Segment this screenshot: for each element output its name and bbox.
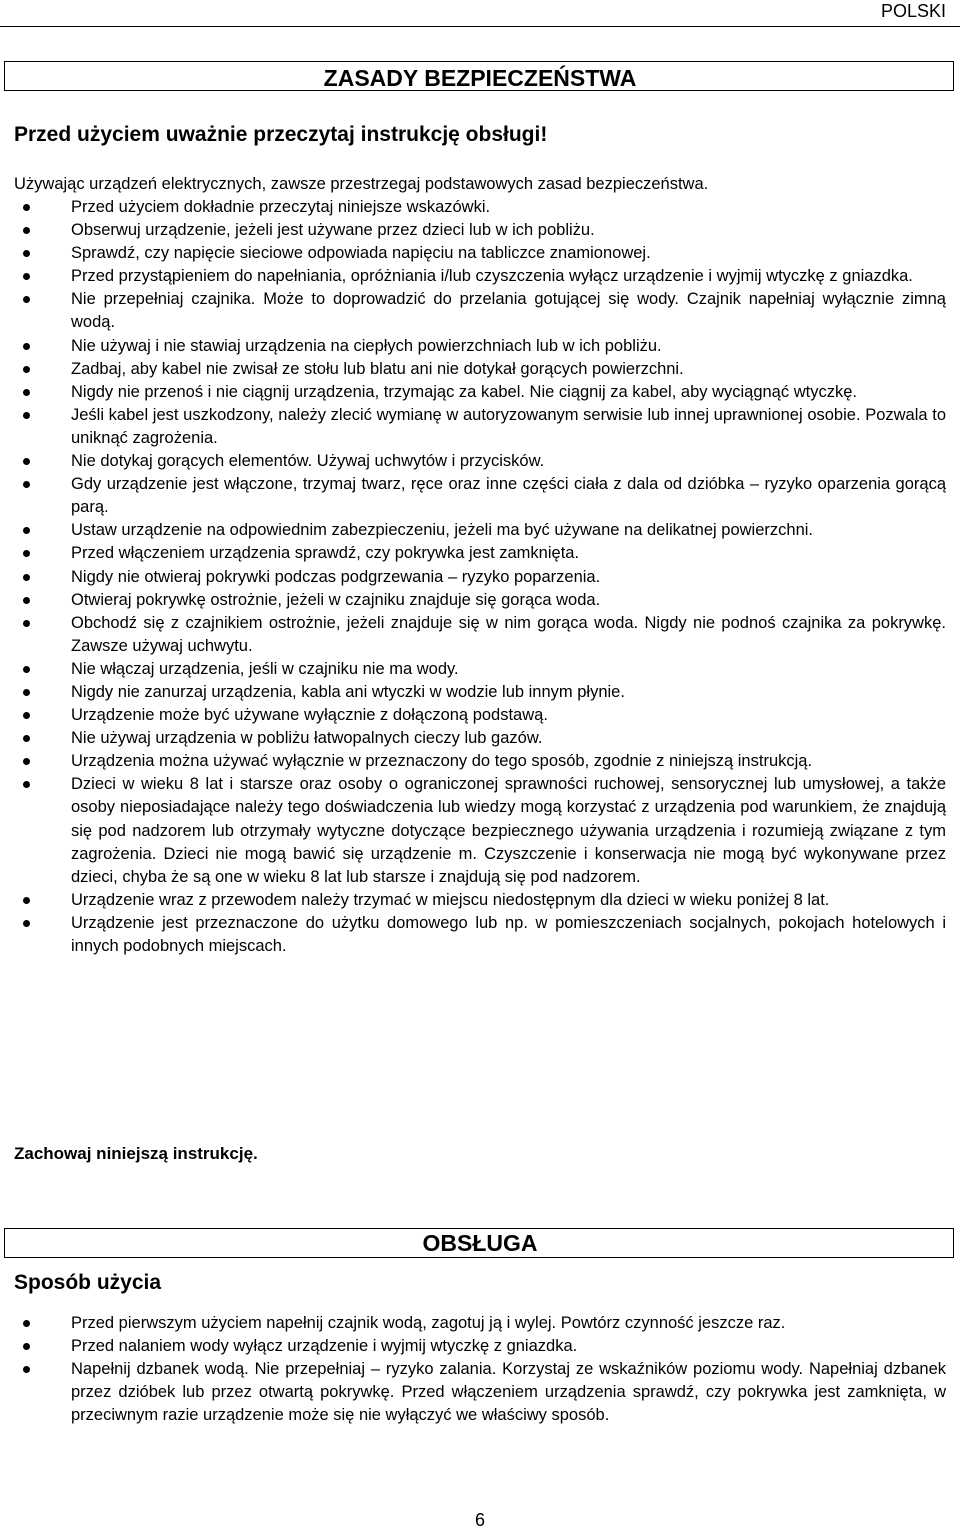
usage-list (0, 1312, 960, 1427)
safety-item: Sprawdź, czy napięcie sieciowe odpowiada napięciu na tabliczce znamionowej. (0, 242, 960, 265)
safety-item: Przed włączeniem urządzenia sprawdź, czy pokrywka jest zamknięta. (0, 542, 960, 565)
keep-instructions-note: Zachowaj niniejszą instrukcję. (14, 1144, 258, 1163)
safety-section-title: ZASADY BEZPIECZEŃSTWA (323, 65, 637, 91)
safety-item: Obchodź się z czajnikiem ostrożnie, jeżeli znajduje się w nim gorąca woda. Nigdy nie podnoś czajnika za pokrywkę. Zawsze używaj uchwytu. (0, 612, 960, 658)
safety-item: Ustaw urządzenie na odpowiednim zabezpieczeniu, jeżeli ma być używane na delikatnej powierzchni. (0, 519, 960, 542)
safety-item: Urządzenie może być używane wyłącznie z dołączoną podstawą. (0, 704, 960, 727)
safety-item: Obserwuj urządzenie, jeżeli jest używane przez dzieci lub w ich pobliżu. (0, 219, 960, 242)
safety-item: Otwieraj pokrywkę ostrożnie, jeżeli w czajniku znajduje się gorąca woda. (0, 589, 960, 612)
read-instructions-warning: Przed użyciem uważnie przeczytaj instrukcję obsługi! (14, 123, 548, 146)
safety-item: Nie przepełniaj czajnika. Może to doprowadzić do przelania gotującej się wody. Czajnik napełniaj wyłącznie zimną wodą. (0, 288, 960, 334)
safety-item: Nie używaj i nie stawiaj urządzenia na ciepłych powierzchniach lub w ich pobliżu. (0, 335, 960, 358)
operation-section-title: OBSŁUGA (422, 1230, 538, 1256)
safety-item: Nie włączaj urządzenia, jeśli w czajniku nie ma wody. (0, 658, 960, 681)
usage-item: Przed nalaniem wody wyłącz urządzenie i wyjmij wtyczkę z gniazdka. (0, 1335, 960, 1358)
header-language-label: POLSKI (880, 1, 946, 21)
safety-list (0, 196, 960, 958)
safety-item: Zadbaj, aby kabel nie zwisał ze stołu lub blatu ani nie dotykał gorących powierzchni. (0, 358, 960, 381)
safety-item: Nie używaj urządzenia w pobliżu łatwopalnych cieczy lub gazów. (0, 727, 960, 750)
safety-item: Urządzenie jest przeznaczone do użytku domowego lub np. w pomieszczeniach socjalnych, pokojach hotelowych i innych podobnych miejscach. (0, 912, 960, 958)
safety-item: Gdy urządzenie jest włączone, trzymaj twarz, ręce oraz inne części ciała z dala od dzióbka – ryzyko oparzenia gorącą parą. (0, 473, 960, 519)
safety-item: Przed przystąpieniem do napełniania, opróżniania i/lub czyszczenia wyłącz urządzenie i wyjmij wtyczkę z gniazdka. (0, 265, 960, 288)
usage-item: Napełnij dzbanek wodą. Nie przepełniaj – ryzyko zalania. Korzystaj ze wskaźników poziomu wody. Napełniaj dzbanek przez dzióbek lub przez otwartą pokrywkę. Przed włączeniem urządzenia sprawdź, czy pokrywka jest zamknięta, w przeciwnym razie urządzenie może się nie wyłączyć we właściwy sposób. (0, 1358, 960, 1427)
usage-item: Przed pierwszym użyciem napełnij czajnik wodą, zagotuj ją i wylej. Powtórz czynność jeszcze raz. (0, 1312, 960, 1335)
safety-item: Urządzenia można używać wyłącznie w przeznaczony do tego sposób, zgodnie z niniejszą instrukcją. (0, 750, 960, 773)
header-divider (0, 26, 960, 27)
safety-intro: Używając urządzeń elektrycznych, zawsze przestrzegaj podstawowych zasad bezpieczeństwa. (14, 175, 709, 193)
safety-item: Jeśli kabel jest uszkodzony, należy zlecić wymianę w autoryzowanym serwisie lub innej uprawnionej osobie. Pozwala to uniknąć zagrożenia. (0, 404, 960, 450)
safety-item: Dzieci w wieku 8 lat i starsze oraz osoby o ograniczonej sprawności ruchowej, sensorycznej lub umysłowej, a także osoby nieposiadające należy tego doświadczenia lub wiedzy mogą korzystać z urządzenia pod warunkiem, że znajdują się pod nadzorem lub otrzymały wytyczne dotyczące bezpiecznego używania urządzenia i rozumieją związane z tym zagrożenia. Dzieci nie mogą bawić się urządzenie m. Czyszczenie i konserwacja nie mogą być wykonywane przez dzieci, chyba że są one w wieku 8 lat lub starsze i znajdują się pod nadzorem. (0, 773, 960, 888)
safety-item: Przed użyciem dokładnie przeczytaj niniejsze wskazówki. (0, 196, 960, 219)
safety-item: Nigdy nie zanurzaj urządzenia, kabla ani wtyczki w wodzie lub innym płynie. (0, 681, 960, 704)
safety-item: Urządzenie wraz z przewodem należy trzymać w miejscu niedostępnym dla dzieci w wieku poniżej 8 lat. (0, 889, 960, 912)
usage-heading: Sposób użycia (14, 1271, 162, 1294)
page-number: 6 (474, 1510, 485, 1530)
safety-item: Nie dotykaj gorących elementów. Używaj uchwytów i przycisków. (0, 450, 960, 473)
safety-item: Nigdy nie przenoś i nie ciągnij urządzenia, trzymając za kabel. Nie ciągnij za kabel, aby wyciągnąć wtyczkę. (0, 381, 960, 404)
safety-item: Nigdy nie otwieraj pokrywki podczas podgrzewania – ryzyko poparzenia. (0, 566, 960, 589)
